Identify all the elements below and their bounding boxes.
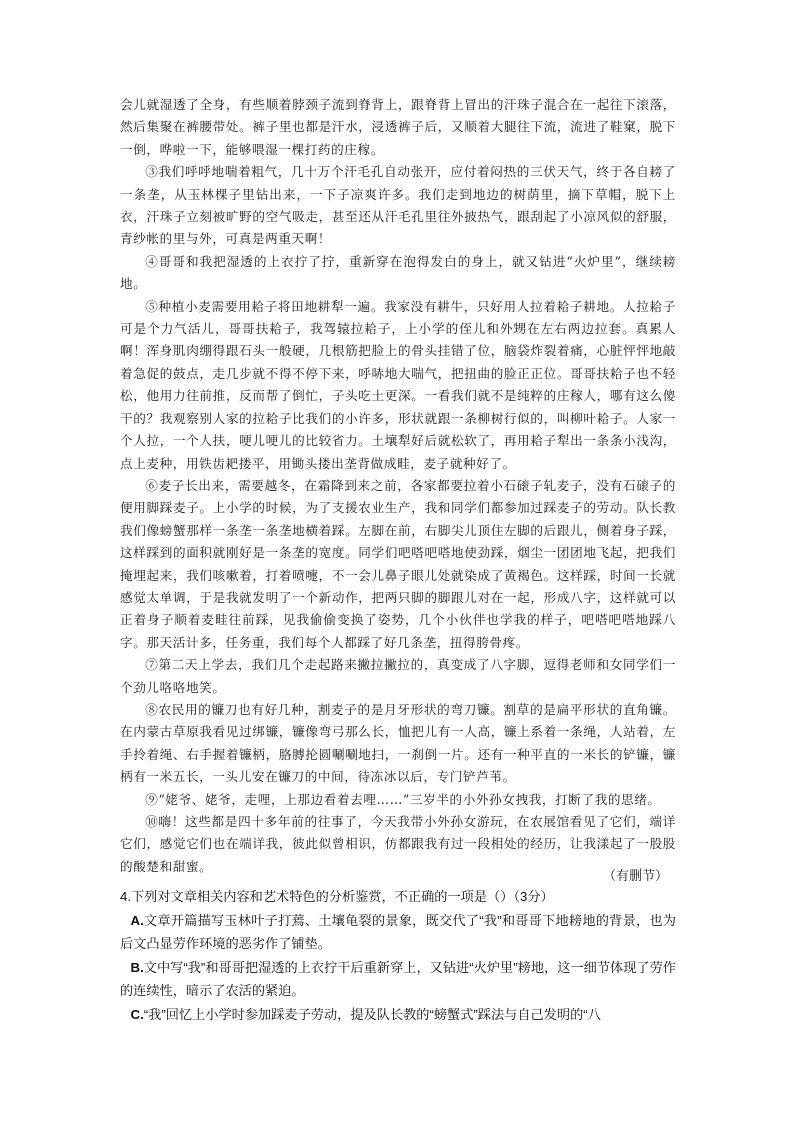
option-label: B. — [130, 959, 144, 975]
option-c — [120, 1003, 676, 1027]
paragraph-9: ⑨“姥爷、姥爷，走哩，上那边看着去哩……”三岁半的小外孙女拽我，打断了我的思绪。 — [145, 791, 661, 807]
paragraph-7: ⑦第二天上学去，我们几个走起路来撇拉撇拉的，真变成了八字脚，逗得老师和女同学们一个劲儿咯咯地笑。 — [120, 657, 676, 695]
abridged-note: （有删节） — [602, 868, 668, 883]
option-label: C. — [130, 1006, 144, 1022]
question-4 — [120, 885, 676, 1027]
paragraph-4: ④哥哥和我把湿透的上衣拧了拧，重新穿在泡得发白的身上，就又钻进“火炉里”，继续耪地。 — [120, 253, 676, 292]
option-text: “我”回忆上小学时参加踩麦子劳动，提及队长教的“螃蟹式”踩法与自己发明的“八 — [143, 1006, 601, 1022]
paragraph-10: ⑩嗨！这些都是四十多年前的往事了，今天我带小外孙女游玩，在农展馆看见了它们，端详它们，感觉它们也在端详我，彼此似曾相识，仿都跟我有过一段相处的经历，让我漾起了一股股的酸楚和甜蜜。 — [120, 814, 676, 874]
paragraph-8: ⑧农民用的镰刀也有好几种，割麦子的是月牙形状的弯刀镰。割草的是扁平形状的直角镰。在内蒙古草原我看见过绑镰，镰像弯弓那么长，恤把儿有一人高，镰上系着一条绳，人站着，左手拎着绳、右手握着镰柄，胳膊抡圆唰唰地扫，一刹倒一片。还有一种平直的一米长的铲镰，镰柄有一米五长，一头儿安在镰刀的中间，待冻冰以后，专门铲芦苇。 — [120, 701, 676, 785]
option-text: 文章开篇描写玉林叶子打蔫、土壤龟裂的景象，既交代了“我”和哥哥下地耪地的背景，也为后文凸显劳作环境的恶劣作了铺垫。 — [120, 912, 676, 952]
paragraph-6: ⑥麦子长出来，需要越冬，在霜降到来之前，各家都要拉着小石磙子轧麦子，没有石磙子的便用脚踩麦子。上小学的时候，为了支援农业生产，我和同学们都参加过踩麦子的劳动。队长教我们像螃蟹那样一条垄一条垄地横着踩。左脚在前，右脚尖儿顶住左脚的后跟儿，侧着身子踩，这样踩到的面积就刚好是一条垄的宽度。同学们吧嗒吧嗒地使劲踩，烟尘一团团地飞起，把我们掩埋起来，我们咳嗽着，打着喷嚏，不一会儿鼻子眼儿处就染成了黄褐色。这样踩，时间一长就感觉太单调，于是我就发明了一个新动作，把两只脚的脚跟儿对在一起，形成八字，这样就可以正着身子顺着麦畦往前踩，见我偷偷变换了姿势，几个小伙伴也学我的样子，吧嗒吧嗒地踩八字。那天活计多，任务重，我们每个人都踩了好几条垄，扭得胯骨疼。 — [120, 477, 676, 650]
paragraph-2-continued: 会儿就湿透了全身，有些顺着脖颈子流到脊背上，跟脊背上冒出的汗珠子混合在一起往下滚落，然后集聚在裤腰带处。裤子里也都是汗水，浸透裤子后，又顺着大腿往下流，流进了鞋窠，脱下一倒，哗啦一下，能够喂湿一棵打药的庄稼。 — [120, 97, 676, 157]
question-stem: 4.下列对文章相关内容和艺术特色的分析鉴赏，不正确的一项是（）（3分） — [120, 889, 554, 904]
option-a — [120, 909, 676, 956]
paragraph-3: ③我们呼呼地喘着粗气，几十万个汗毛孔自动张开，应付着闷热的三伏天气，终于各自耪了一条垄，从玉林棵子里钻出来，一下子凉爽许多。我们走到地边的树荫里，摘下草帽，脱下上衣，汗珠子立刻被旷野的空气吸走，甚至还从汗毛孔里往外披热气，跟刮起了小凉风似的舒服，青纱帐的里与外，可真是两重天啊！ — [120, 164, 676, 247]
option-text: 文中写“我”和哥哥把湿透的上衣拧干后重新穿上，又钻进“火炉里”耪地，这一细节体现了劳作的连续性，暗示了农活的紧迫。 — [120, 959, 676, 999]
option-b — [120, 956, 676, 1003]
paragraph-5: ⑤种植小麦需要用耠子将田地耕犁一遍。我家没有耕牛，只好用人拉着耠子耕地。人拉耠子可是个力气活儿，哥哥扶耠子，我驾辕拉耠子，上小学的侄儿和外甥在左右两边拉套。真累人啊！浑身肌肉绷得跟石头一般硬，几根筋把脸上的骨头挂错了位，脑袋炸裂着痛，心脏怦怦地敲着急促的鼓点，走几步就不得不停下来，呼哧地大喘气，把扭曲的脸正正位。哥哥扶耠子也不轻松，他用力往前推，反而帮了倒忙，子头吃土更深。一看我们就不是纯粹的庄稼人，哪有这么傻干的？我观察别人家的拉耠子比我们的小许多，形状就跟一条柳树行似的，叫柳叶耠子。人家一个人拉，一个人扶，哽儿哽儿的比较省力。土壤犁好后就松软了，再用耠子犁出一条条小浅沟，点上麦种，用铁齿耙搂平，用锄头搂出垄背做成畦，麦子就种好了。 — [120, 298, 676, 471]
option-label: A. — [130, 912, 144, 928]
article-body — [120, 94, 676, 878]
